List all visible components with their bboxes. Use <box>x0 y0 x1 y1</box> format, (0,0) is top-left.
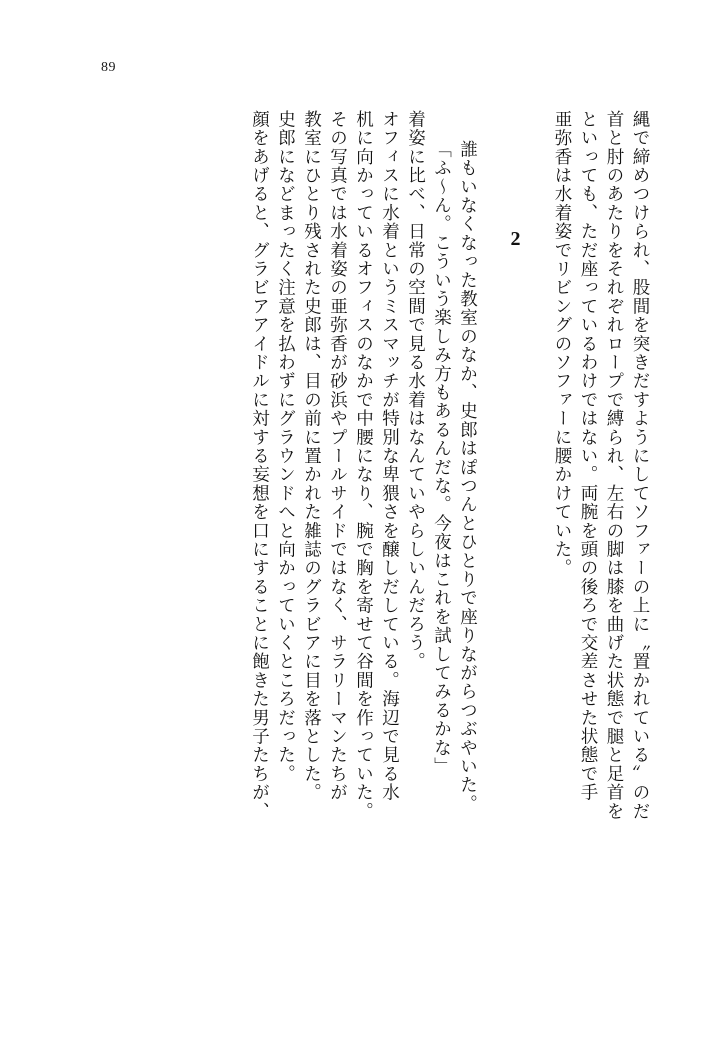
section-number: 2 <box>504 228 527 250</box>
text-column: 「ふ〜ん。こういう楽しみ方もあるんだな。今夜はこれを試してみるかな」 <box>432 140 453 776</box>
text-column: その写真では水着姿の亜弥香が砂浜やプールサイドではなく、サラリーマンたちが <box>328 110 349 802</box>
vertical-text-body <box>243 110 650 950</box>
text-column: 誰もいなくなった教室のなか、史郎はぽつんとひとりで座りながらつぶやいた。 <box>458 140 479 814</box>
text-column: 着姿に比べ、日常の空間で見る水着はなんていやらしいんだろう。 <box>406 110 427 671</box>
text-column: オフィスに水着というミスマッチが特別な卑猥さを醸しだしている。海辺で見る水 <box>380 110 401 802</box>
column-spacer <box>535 110 545 950</box>
text-column: 机に向かっているオフィスのなかで中腰になり、腕で胸を寄せて谷間を作っていた。 <box>354 110 375 821</box>
page-number: 89 <box>101 60 116 75</box>
text-column: 顔をあげると、グラビアアイドルに対する妄想を口にすることに飽きた男子たちが、 <box>250 110 271 821</box>
text-column: 史郎になどまったく注意を払わずにグラウンドへと向かっていくところだった。 <box>276 110 297 784</box>
text-column: 教室にひとり残された史郎は、目の前に置かれた雑誌のグラビアに目を落とした。 <box>302 110 323 802</box>
text-column: 首と肘のあたりをそれぞれロープで縛られ、左右の脚は膝を曲げた状態で腿と足首を <box>605 110 625 821</box>
text-column: 縄で締めつけられ、股間を突きだすようにしてソファーの上に〝置かれている〟のだ <box>631 110 651 821</box>
text-column: といっても、ただ座っているわけではない。両腕を頭の後ろで交差させた状態で手 <box>579 110 599 802</box>
text-column: 亜弥香は水着姿でリビングのソファーに腰かけていた。 <box>553 110 573 578</box>
column-spacer <box>485 110 495 950</box>
